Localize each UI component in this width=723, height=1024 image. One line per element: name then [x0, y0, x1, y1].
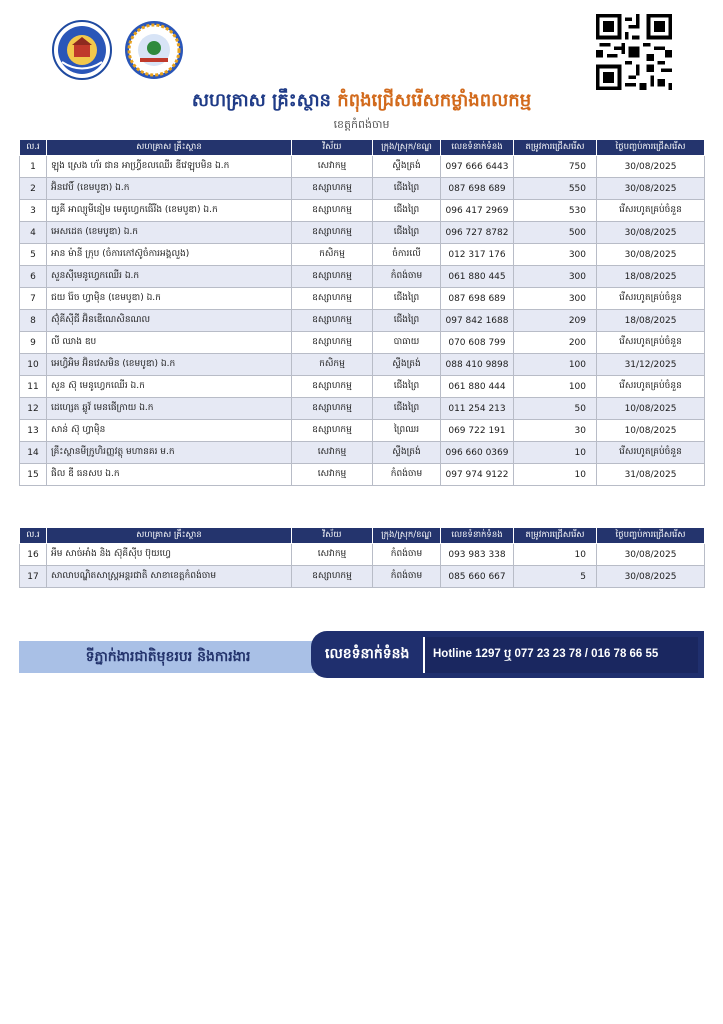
- location-cell: ស្ទឹងត្រង់: [373, 442, 441, 464]
- table-row: [20, 178, 705, 200]
- contact-label: លេខទំនាក់ទំនង: [325, 646, 410, 662]
- sector-cell: ឧស្សាហកម្ម: [292, 310, 373, 332]
- table-row: [20, 310, 705, 332]
- location-cell: ចំការលើ: [373, 244, 441, 266]
- row-number-cell: 14: [20, 442, 47, 464]
- sector-cell: ឧស្សាហកម្ម: [292, 420, 373, 442]
- job-table: [19, 139, 705, 486]
- enterprise-name-cell: សួនស៊ីមេនូហ្វេកឈើរ ឯ.ក: [47, 266, 292, 288]
- vacancy-count-cell: 100: [514, 376, 597, 398]
- phone-number-cell: 085 660 667: [441, 566, 514, 588]
- vacancy-count-cell: 10: [514, 544, 597, 566]
- location-cell: កំពង់ចាម: [373, 544, 441, 566]
- phone-number-cell: 012 317 176: [441, 244, 514, 266]
- vacancy-count-cell: 530: [514, 200, 597, 222]
- deadline-cell: 31/12/2025: [597, 354, 705, 376]
- col-header-sector: វិស័យ: [292, 528, 373, 544]
- deadline-cell: រើសរហូតគ្រប់ចំនួន: [597, 376, 705, 398]
- hotline-numbers: Hotline 1297 ឬ 077 23 23 78 / 016 78 66 55: [423, 637, 698, 673]
- location-cell: ស្ទឹងត្រង់: [373, 156, 441, 178]
- col-header-phone: លេខទំនាក់ទំនង: [441, 140, 514, 156]
- phone-number-cell: 070 608 799: [441, 332, 514, 354]
- vacancy-count-cell: 10: [514, 442, 597, 464]
- enterprise-name-cell: អឹម សាច់អាំង និង ស៊ុគីស៊ីប ប៊ុយហ្វេ: [47, 544, 292, 566]
- location-cell: ជើងព្រៃ: [373, 222, 441, 244]
- location-cell: កំពង់ចាម: [373, 464, 441, 486]
- phone-number-cell: 061 880 445: [441, 266, 514, 288]
- table-row: [20, 464, 705, 486]
- location-cell: ជើងព្រៃ: [373, 288, 441, 310]
- sector-cell: កសិកម្ម: [292, 354, 373, 376]
- deadline-cell: 18/08/2025: [597, 310, 705, 332]
- ndma-emblem-icon: [124, 20, 184, 80]
- table-row: [20, 420, 705, 442]
- col-header-no: ល.រ: [20, 528, 47, 544]
- vacancy-count-cell: 30: [514, 420, 597, 442]
- logos: [52, 20, 192, 82]
- phone-number-cell: 069 722 191: [441, 420, 514, 442]
- vacancy-count-cell: 300: [514, 288, 597, 310]
- deadline-cell: រើសរហូតគ្រប់ចំនួន: [597, 442, 705, 464]
- table-row: [20, 354, 705, 376]
- deadline-cell: រើសរហូតគ្រប់ចំនួន: [597, 200, 705, 222]
- row-number-cell: 5: [20, 244, 47, 266]
- vacancy-count-cell: 10: [514, 464, 597, 486]
- sector-cell: កសិកម្ម: [292, 244, 373, 266]
- enterprise-name-cell: អ៊ិនវេបិ៍ (ខេមបូឌា) ឯ.ក: [47, 178, 292, 200]
- row-number-cell: 6: [20, 266, 47, 288]
- row-number-cell: 1: [20, 156, 47, 178]
- page-title: [0, 88, 723, 115]
- qr-code-icon: [594, 14, 674, 90]
- sector-cell: ឧស្សាហកម្ម: [292, 398, 373, 420]
- deadline-cell: 30/08/2025: [597, 566, 705, 588]
- phone-number-cell: 097 974 9122: [441, 464, 514, 486]
- row-number-cell: 15: [20, 464, 47, 486]
- col-header-deadline: ថ្ងៃបញ្ចប់ការជ្រើសរើស: [597, 140, 705, 156]
- table-row: [20, 244, 705, 266]
- sector-cell: ឧស្សាហកម្ម: [292, 376, 373, 398]
- vacancy-count-cell: 209: [514, 310, 597, 332]
- location-cell: ជើងព្រៃ: [373, 200, 441, 222]
- table-row: [20, 376, 705, 398]
- row-number-cell: 11: [20, 376, 47, 398]
- enterprise-name-cell: ជយ រ៉ែច ហ្វាម៉ិន (ខេមបូឌា) ឯ.ក: [47, 288, 292, 310]
- location-cell: ជើងព្រៃ: [373, 178, 441, 200]
- deadline-cell: 10/08/2025: [597, 420, 705, 442]
- table-row: [20, 442, 705, 464]
- phone-number-cell: 097 842 1688: [441, 310, 514, 332]
- row-number-cell: 16: [20, 544, 47, 566]
- row-number-cell: 12: [20, 398, 47, 420]
- deadline-cell: 30/08/2025: [597, 544, 705, 566]
- phone-number-cell: 096 417 2969: [441, 200, 514, 222]
- location-cell: ព្រៃឈរ: [373, 420, 441, 442]
- row-number-cell: 8: [20, 310, 47, 332]
- row-number-cell: 4: [20, 222, 47, 244]
- location-cell: ជើងព្រៃ: [373, 398, 441, 420]
- location-cell: បាធាយ: [373, 332, 441, 354]
- sector-cell: សេវាកម្ម: [292, 156, 373, 178]
- enterprise-name-cell: ស៊ុំគីស៊ីជី អ៊ិនឌើណេសិនណល: [47, 310, 292, 332]
- deadline-cell: 30/08/2025: [597, 178, 705, 200]
- table-row: [20, 222, 705, 244]
- phone-number-cell: 096 660 0369: [441, 442, 514, 464]
- ministry-seal-icon: [52, 20, 112, 80]
- sector-cell: ឧស្សាហកម្ម: [292, 288, 373, 310]
- enterprise-name-cell: ដេហ្សេត ឆ្លូវ៍ មេនផើក្រាយ ឯ.ក: [47, 398, 292, 420]
- deadline-cell: រើសរហូតគ្រប់ចំនួន: [597, 332, 705, 354]
- phone-number-cell: 061 880 444: [441, 376, 514, 398]
- table-row: [20, 156, 705, 178]
- province-subtitle: ខេត្តកំពង់ចាម: [333, 118, 390, 131]
- row-number-cell: 2: [20, 178, 47, 200]
- sector-cell: ឧស្សាហកម្ម: [292, 266, 373, 288]
- enterprise-name-cell: ឡុង ស្រេង ហ័រ ជាន អាហ្វ្រីខលឈើរ ឌីវេឡុបមិន ឯ.ក: [47, 156, 292, 178]
- row-number-cell: 13: [20, 420, 47, 442]
- table-header-row: [20, 528, 705, 544]
- location-cell: ជើងព្រៃ: [373, 310, 441, 332]
- enterprise-name-cell: អេសដេត (ខេមបូឌា) ឯ.ក: [47, 222, 292, 244]
- enterprise-name-cell: ផិល ឌី ធនសប ឯ.ក: [47, 464, 292, 486]
- sector-cell: ឧស្សាហកម្ម: [292, 178, 373, 200]
- sector-cell: សេវាកម្ម: [292, 442, 373, 464]
- phone-number-cell: 097 666 6443: [441, 156, 514, 178]
- deadline-cell: 31/08/2025: [597, 464, 705, 486]
- enterprise-name-cell: អេហ្វិអិម អ៊ិនវេសមិន (ខេមបូឌា) ឯ.ក: [47, 354, 292, 376]
- row-number-cell: 10: [20, 354, 47, 376]
- sector-cell: ឧស្សាហកម្ម: [292, 200, 373, 222]
- table-row: [20, 288, 705, 310]
- deadline-cell: រើសរហូតគ្រប់ចំនួន: [597, 288, 705, 310]
- vacancy-count-cell: 5: [514, 566, 597, 588]
- vacancy-count-cell: 300: [514, 266, 597, 288]
- vacancy-count-cell: 50: [514, 398, 597, 420]
- deadline-cell: 10/08/2025: [597, 398, 705, 420]
- col-header-vacancies: តម្រូវការជ្រើសរើស: [514, 528, 597, 544]
- col-header-vacancies: តម្រូវការជ្រើសរើស: [514, 140, 597, 156]
- enterprise-name-cell: សាន់ ស៊ុ ហ្វាម៉ិន: [47, 420, 292, 442]
- row-number-cell: 7: [20, 288, 47, 310]
- table-row: [20, 566, 705, 588]
- job-table-continued: [19, 527, 705, 588]
- title-main: សហគ្រាស គ្រឹះស្ថាន: [191, 90, 338, 111]
- sector-cell: សេវាកម្ម: [292, 544, 373, 566]
- phone-number-cell: 087 698 689: [441, 288, 514, 310]
- col-header-sector: វិស័យ: [292, 140, 373, 156]
- table-row: [20, 332, 705, 354]
- deadline-cell: 30/08/2025: [597, 156, 705, 178]
- table-row: [20, 200, 705, 222]
- row-number-cell: 17: [20, 566, 47, 588]
- col-header-enterprise: សហគ្រាស គ្រឹះស្ថាន: [47, 140, 292, 156]
- enterprise-name-cell: អាន ម៉ានី ក្រុប (ចំការកៅស៊ូចំការអង្គលួង): [47, 244, 292, 266]
- row-number-cell: 3: [20, 200, 47, 222]
- phone-number-cell: 011 254 213: [441, 398, 514, 420]
- sector-cell: សេវាកម្ម: [292, 464, 373, 486]
- vacancy-count-cell: 300: [514, 244, 597, 266]
- location-cell: កំពង់ចាម: [373, 566, 441, 588]
- enterprise-name-cell: គ្រឹះស្ថានមីក្រូហិរញ្ញវត្ថុ មហានគរ ម.ក: [47, 442, 292, 464]
- vacancy-count-cell: 550: [514, 178, 597, 200]
- deadline-cell: 30/08/2025: [597, 222, 705, 244]
- sector-cell: ឧស្សាហកម្ម: [292, 332, 373, 354]
- sector-cell: ឧស្សាហកម្ម: [292, 566, 373, 588]
- agency-banner: ទីភ្នាក់ងារជាតិមុខរបរ និងការងារ: [19, 641, 317, 673]
- table-row: [20, 544, 705, 566]
- vacancy-count-cell: 200: [514, 332, 597, 354]
- location-cell: ស្ទឹងត្រង់: [373, 354, 441, 376]
- col-header-location: ក្រុង/ស្រុក/ខណ្ឌ: [373, 528, 441, 544]
- phone-number-cell: 088 410 9898: [441, 354, 514, 376]
- deadline-cell: 30/08/2025: [597, 244, 705, 266]
- table-header-row: [20, 140, 705, 156]
- col-header-deadline: ថ្ងៃបញ្ចប់ការជ្រើសរើស: [597, 528, 705, 544]
- col-header-enterprise: សហគ្រាស គ្រឹះស្ថាន: [47, 528, 292, 544]
- table-row: [20, 398, 705, 420]
- table-row: [20, 266, 705, 288]
- enterprise-name-cell: លី ឈាង ឌប: [47, 332, 292, 354]
- location-cell: កំពង់ចាម: [373, 266, 441, 288]
- phone-number-cell: 087 698 689: [441, 178, 514, 200]
- col-header-phone: លេខទំនាក់ទំនង: [441, 528, 514, 544]
- enterprise-name-cell: យូគី អាល្យូមីនៀម មេតូហ្វេកធើរីង (ខេមបូឌា) ឯ.ក: [47, 200, 292, 222]
- col-header-location: ក្រុង/ស្រុក/ខណ្ឌ: [373, 140, 441, 156]
- deadline-cell: 18/08/2025: [597, 266, 705, 288]
- enterprise-name-cell: សួន ស៊ុ មេនូហ្វេកឈើរ ឯ.ក: [47, 376, 292, 398]
- phone-number-cell: 096 727 8782: [441, 222, 514, 244]
- enterprise-name-cell: សាលាបណ្ឌិតសាស្ត្រអន្តរជាតិ សាខាខេត្តកំពង់ចាម: [47, 566, 292, 588]
- contact-banner: [311, 631, 704, 678]
- vacancy-count-cell: 750: [514, 156, 597, 178]
- title-accent: កំពុងជ្រើសរើសកម្លាំងពលកម្ម: [337, 90, 532, 111]
- col-header-no: ល.រ: [20, 140, 47, 156]
- sector-cell: ឧស្សាហកម្ម: [292, 222, 373, 244]
- vacancy-count-cell: 500: [514, 222, 597, 244]
- row-number-cell: 9: [20, 332, 47, 354]
- phone-number-cell: 093 983 338: [441, 544, 514, 566]
- location-cell: ជើងព្រៃ: [373, 376, 441, 398]
- vacancy-count-cell: 100: [514, 354, 597, 376]
